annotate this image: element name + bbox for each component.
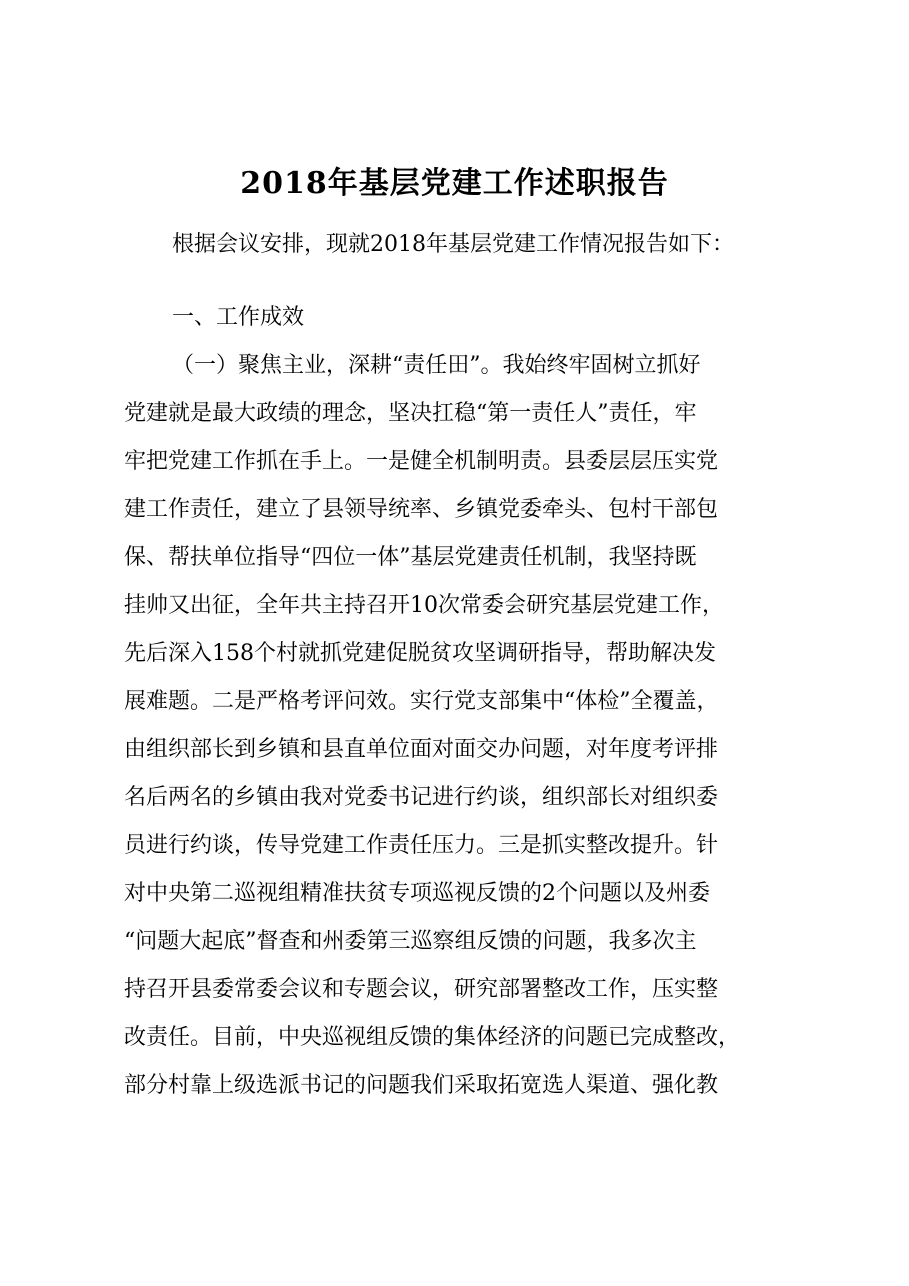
paragraph-line: 员进行约谈，传导党建工作责任压力。三是抓实整改提升。针 (124, 833, 719, 858)
paragraph-line: （一）聚焦主业，深耕“责任田”。我始终牢固树立抓好 (172, 353, 701, 378)
paragraph-line: 展难题。二是严格考评问效。实行党支部集中“体检”全覆盖， (124, 689, 719, 714)
paragraph-line: 先后深入158个村就抓党建促脱贫攻坚调研指导，帮助解决发 (124, 641, 716, 666)
paragraph-line: 持召开县委常委会议和专题会议，研究部署整改工作，压实整 (124, 977, 719, 1002)
paragraph-line: 对中央第二巡视组精准扶贫专项巡视反馈的2个问题以及州委 (124, 881, 710, 906)
paragraph-line: “问题大起底”督查和州委第三巡察组反馈的问题，我多次主 (124, 929, 697, 954)
paragraph-line: 建工作责任，建立了县领导统率、乡镇党委牵头、包村干部包 (124, 497, 719, 522)
paragraph-line: 挂帅又出征，全年共主持召开10次常委会研究基层党建工作， (124, 593, 724, 618)
paragraph-line: 名后两名的乡镇由我对党委书记进行约谈，组织部长对组织委 (124, 785, 719, 810)
paragraph-line: 部分村靠上级选派书记的问题我们采取拓宽选人渠道、强化教 (124, 1073, 719, 1098)
document-title: 2018年基层党建工作述职报告 (240, 166, 669, 201)
paragraph-line: 保、帮扶单位指导“四位一体”基层党建责任机制，我坚持既 (124, 545, 697, 570)
paragraph-line: 党建就是最大政绩的理念，坚决扛稳“第一责任人”责任，牢 (124, 401, 697, 426)
paragraph-line: 改责任。目前，中央巡视组反馈的集体经济的问题已完成整改， (124, 1025, 741, 1050)
section-heading: 一、工作成效 (172, 305, 305, 330)
paragraph-line: 牢把党建工作抓在手上。一是健全机制明责。县委层层压实党 (124, 449, 719, 474)
paragraph-line: 根据会议安排，现就2018年基层党建工作情况报告如下： (172, 232, 734, 257)
paragraph-line: 由组织部长到乡镇和县直单位面对面交办问题，对年度考评排 (124, 737, 719, 762)
